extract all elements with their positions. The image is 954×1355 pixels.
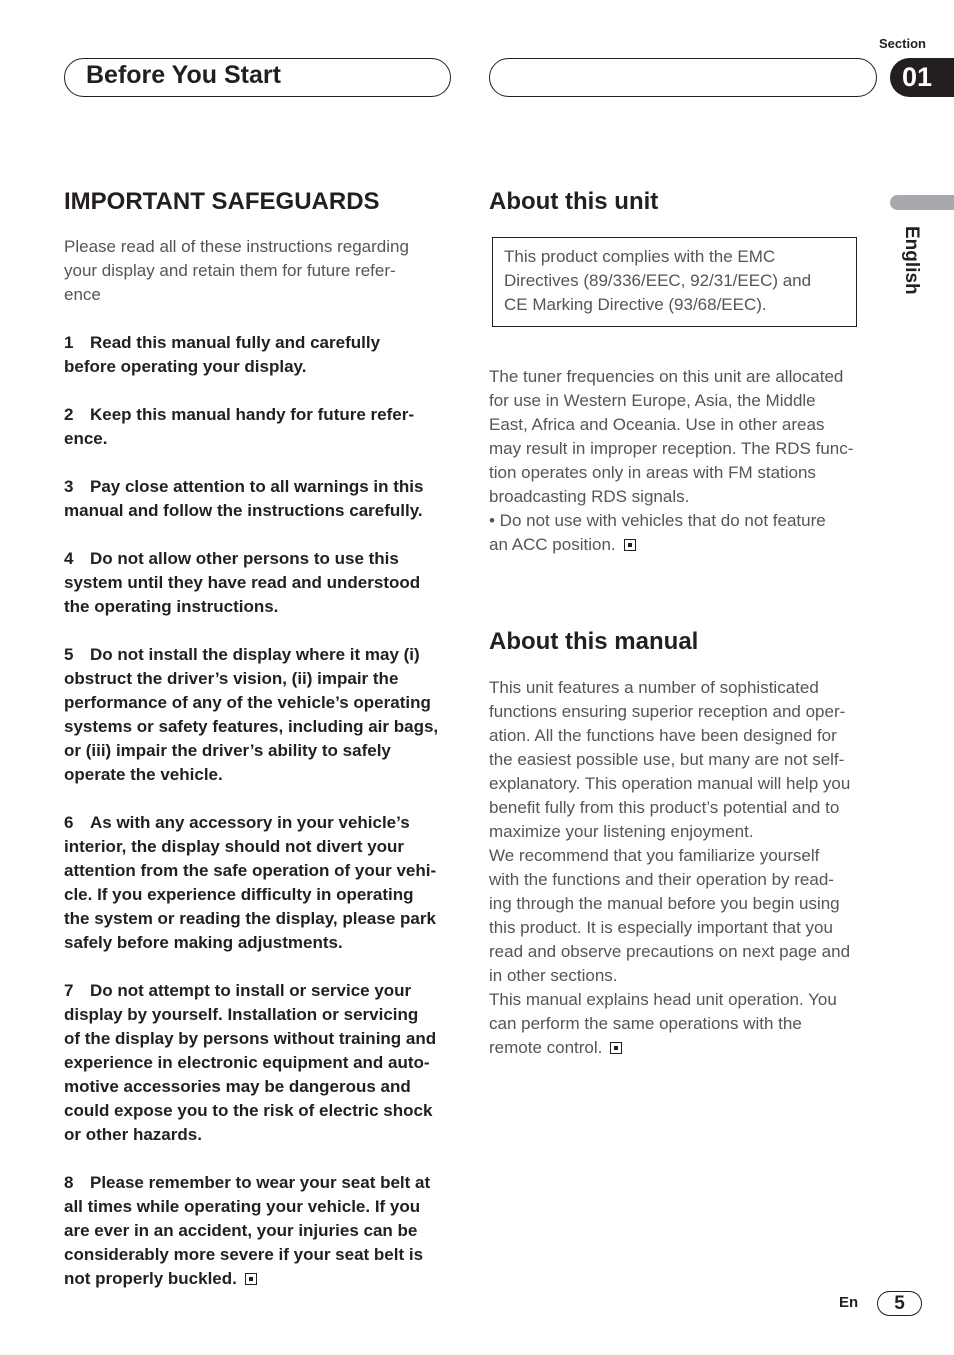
text-line-content: ence — [64, 285, 101, 304]
page-number: 5 — [877, 1291, 922, 1316]
safeguard-item — [64, 475, 438, 523]
text-line-content: your display and retain them for future refer- — [64, 261, 396, 280]
text-line — [64, 763, 438, 787]
header-title-frame — [64, 58, 451, 97]
text-line — [64, 739, 438, 763]
text-line-content: Do not allow other persons to use this — [90, 549, 399, 568]
safeguard-item — [64, 547, 438, 619]
text-line — [489, 485, 853, 509]
text-line-content: explanatory. This operation manual will help you — [489, 774, 851, 793]
text-line — [64, 1195, 438, 1219]
safeguards-heading: IMPORTANT SAFEGUARDS — [64, 188, 380, 215]
text-line-content: with the functions and their operation by read- — [489, 870, 834, 889]
end-mark-icon — [610, 1042, 622, 1054]
text-line — [64, 1003, 438, 1027]
text-line — [489, 365, 853, 389]
text-line-content: • Do not use with vehicles that do not feature — [489, 511, 826, 530]
text-line-content: benefit fully from this product’s potential and to — [489, 798, 840, 817]
text-line-content: are ever in an accident, your injuries can be — [64, 1221, 418, 1240]
text-line-content: Read this manual fully and carefully — [90, 333, 381, 352]
safeguards-list — [64, 331, 438, 1315]
text-line-content: safely before making adjustments. — [64, 933, 343, 952]
footer-lang: En — [839, 1294, 859, 1311]
text-line — [64, 859, 438, 883]
text-line — [489, 1012, 850, 1036]
text-line — [489, 748, 850, 772]
item-number: 4 — [64, 549, 74, 568]
text-line-content: motive accessories may be dangerous and — [64, 1077, 411, 1096]
text-line — [64, 1123, 438, 1147]
about-manual-heading: About this manual — [489, 628, 699, 655]
item-number: 5 — [64, 645, 74, 664]
text-line — [64, 259, 409, 283]
text-line-content: or other hazards. — [64, 1125, 202, 1144]
safeguard-item — [64, 1171, 438, 1291]
text-line-content: the system or reading the display, please park — [64, 909, 436, 928]
text-line-content: ing through the manual before you begin using — [489, 894, 840, 913]
text-line — [489, 389, 853, 413]
text-line-content: manual and follow the instructions carefully. — [64, 501, 423, 520]
text-line — [489, 676, 850, 700]
end-mark-icon — [624, 539, 636, 551]
about-unit-heading: About this unit — [489, 188, 659, 215]
text-line — [489, 724, 850, 748]
text-line — [64, 979, 438, 1003]
text-line-content: for use in Western Europe, Asia, the Middle — [489, 391, 816, 410]
text-line-content: ence. — [64, 429, 108, 448]
text-line-content: functions ensuring superior reception and oper- — [489, 702, 846, 721]
text-line-content: Please read all of these instructions regarding — [64, 237, 409, 256]
text-line-content: Do not install the display where it may (i) — [90, 645, 420, 664]
text-line — [64, 691, 438, 715]
page-title: Before You Start — [86, 61, 281, 89]
text-line — [489, 916, 850, 940]
text-line — [64, 1099, 438, 1123]
item-number: 3 — [64, 477, 74, 496]
text-line-content: obstruct the driver’s vision, (ii) impair the — [64, 669, 399, 688]
text-line-content: experience in electronic equipment and auto- — [64, 1053, 430, 1072]
text-line — [64, 907, 438, 931]
section-label: Section — [879, 36, 926, 51]
text-line-content: system until they have read and understood — [64, 573, 421, 592]
text-line — [489, 413, 853, 437]
text-line — [489, 509, 853, 533]
text-line — [504, 293, 856, 317]
text-line-content: systems or safety features, including air bags, — [64, 717, 439, 736]
text-line-content: of the display by persons without training and — [64, 1029, 437, 1048]
text-line-content: all times while operating your vehicle. If you — [64, 1197, 421, 1216]
text-line-content: attention from the safe operation of your vehi- — [64, 861, 437, 880]
text-line-content: maximize your listening enjoyment. — [489, 822, 754, 841]
text-line — [489, 533, 853, 557]
text-line-content: Pay close attention to all warnings in this — [90, 477, 424, 496]
text-line-content: Directives (89/336/EEC, 92/31/EEC) and — [504, 271, 812, 290]
text-line-content: cle. If you experience difficulty in operating — [64, 885, 414, 904]
text-line — [489, 940, 850, 964]
text-line — [489, 796, 850, 820]
text-line-content: This product complies with the EMC — [504, 247, 776, 266]
text-line-content: The tuner frequencies on this unit are allocated — [489, 367, 844, 386]
safeguard-item — [64, 331, 438, 379]
text-line-content: Keep this manual handy for future refer- — [90, 405, 414, 424]
text-line — [64, 283, 409, 307]
safeguard-item — [64, 811, 438, 955]
text-line — [64, 715, 438, 739]
text-line-content: interior, the display should not divert your — [64, 837, 405, 856]
item-number: 6 — [64, 813, 74, 832]
text-line — [489, 437, 853, 461]
text-line — [489, 964, 850, 988]
text-line-content: remote control. — [489, 1038, 603, 1057]
text-line — [64, 1075, 438, 1099]
text-line-content: broadcasting RDS signals. — [489, 487, 690, 506]
text-line — [64, 1243, 438, 1267]
item-number: 8 — [64, 1173, 74, 1192]
safeguards-intro — [64, 235, 409, 307]
text-line-content: As with any accessory in your vehicle’s — [90, 813, 410, 832]
text-line-content: considerably more severe if your seat belt is — [64, 1245, 424, 1264]
text-line — [504, 245, 856, 269]
text-line-content: this product. It is especially important that you — [489, 918, 833, 937]
text-line-content: ation. All the functions have been designed for — [489, 726, 837, 745]
text-line-content: not properly buckled. — [64, 1269, 237, 1288]
text-line-content: tion operates only in areas with FM stations — [489, 463, 816, 482]
text-line — [489, 988, 850, 1012]
text-line — [64, 883, 438, 907]
text-line-content: display by yourself. Installation or servicing — [64, 1005, 419, 1024]
text-line — [64, 931, 438, 955]
compliance-box — [492, 237, 857, 327]
safeguard-item — [64, 403, 438, 451]
text-line — [64, 499, 438, 523]
text-line — [489, 892, 850, 916]
text-line — [64, 235, 409, 259]
safeguard-item — [64, 979, 438, 1147]
text-line-content: may result in improper reception. The RDS func- — [489, 439, 854, 458]
text-line — [489, 820, 850, 844]
text-line-content: read and observe precautions on next page and — [489, 942, 851, 961]
text-line — [64, 1171, 438, 1195]
text-line-content: could expose you to the risk of electric shock — [64, 1101, 433, 1120]
text-line-content: performance of any of the vehicle’s operating — [64, 693, 431, 712]
text-line — [489, 461, 853, 485]
text-line — [64, 595, 438, 619]
text-line — [64, 1051, 438, 1075]
text-line — [64, 403, 438, 427]
text-line — [64, 811, 438, 835]
text-line — [64, 1027, 438, 1051]
text-line — [64, 427, 438, 451]
text-line — [504, 269, 856, 293]
text-line-content: This manual explains head unit operation. You — [489, 990, 837, 1009]
text-line — [64, 835, 438, 859]
text-line — [64, 571, 438, 595]
text-line — [64, 643, 438, 667]
text-line-content: the operating instructions. — [64, 597, 279, 616]
text-line — [489, 700, 850, 724]
text-line-content: an ACC position. — [489, 535, 616, 554]
text-line-content: the easiest possible use, but many are not self- — [489, 750, 845, 769]
text-line — [489, 868, 850, 892]
text-line-content: or (iii) impair the driver’s ability to safely — [64, 741, 391, 760]
text-line-content: This unit features a number of sophisticated — [489, 678, 819, 697]
language-label: English — [901, 226, 922, 295]
header-empty-frame — [489, 58, 877, 97]
text-line — [64, 1219, 438, 1243]
text-line-content: in other sections. — [489, 966, 618, 985]
item-number: 7 — [64, 981, 74, 1000]
text-line-content: can perform the same operations with the — [489, 1014, 802, 1033]
text-line — [489, 844, 850, 868]
text-line-content: We recommend that you familiarize yourself — [489, 846, 820, 865]
section-number: 01 — [890, 58, 954, 97]
text-line-content: Please remember to wear your seat belt at — [90, 1173, 431, 1192]
text-line-content: Do not attempt to install or service your — [90, 981, 412, 1000]
text-line-content: operate the vehicle. — [64, 765, 223, 784]
about-unit-body — [489, 365, 853, 557]
item-number: 1 — [64, 333, 74, 352]
about-manual-body — [489, 676, 850, 1060]
text-line — [64, 475, 438, 499]
text-line — [64, 355, 438, 379]
text-line-content: before operating your display. — [64, 357, 307, 376]
text-line — [64, 331, 438, 355]
text-line — [64, 1267, 438, 1291]
item-number: 2 — [64, 405, 74, 424]
safeguard-item — [64, 643, 438, 787]
language-tab — [890, 195, 954, 210]
text-line-content: East, Africa and Oceania. Use in other areas — [489, 415, 825, 434]
text-line-content: CE Marking Directive (93/68/EEC). — [504, 295, 767, 314]
text-line — [64, 547, 438, 571]
text-line — [64, 667, 438, 691]
text-line — [489, 1036, 850, 1060]
text-line — [489, 772, 850, 796]
end-mark-icon — [245, 1273, 257, 1285]
